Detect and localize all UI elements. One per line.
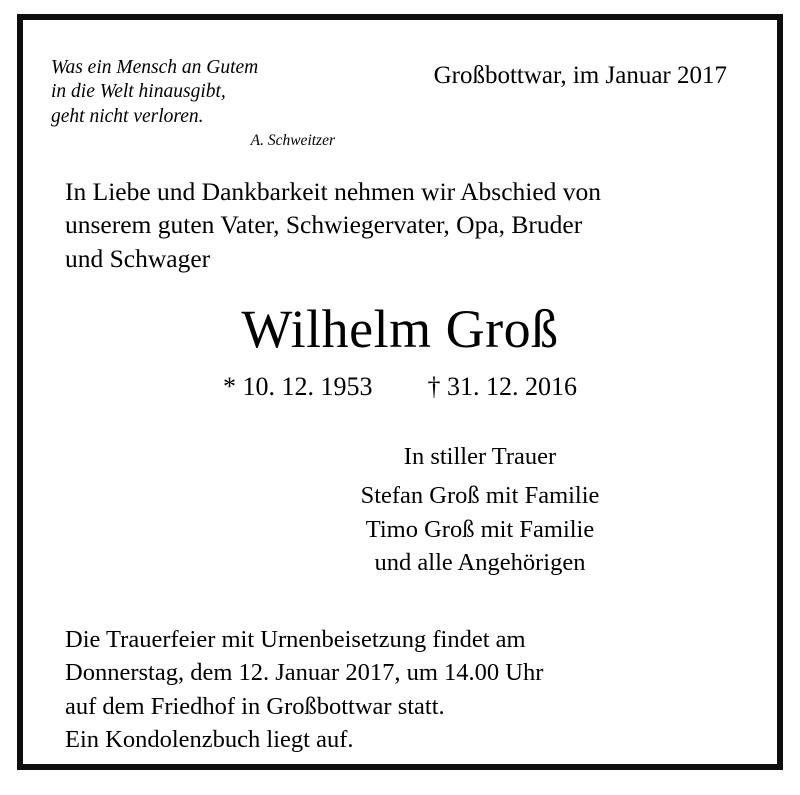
motto-line-2: in die Welt hinausgibt, — [51, 81, 226, 103]
death-date: † 31. 12. 2016 — [427, 372, 577, 402]
mourner-2: Timo Groß mit Familie — [365, 515, 595, 543]
intro-line-1: In Liebe und Dankbarkeit nehmen wir Abschied von — [65, 176, 602, 206]
mourners-block — [51, 440, 749, 579]
motto-author: A. Schweitzer — [250, 132, 335, 150]
ceremony-line-3: auf dem Friedhof in Großbottwar statt. — [65, 692, 445, 720]
ceremony-details — [51, 623, 749, 755]
intro-text — [51, 175, 749, 276]
intro-line-3: und Schwager — [65, 243, 211, 273]
ceremony-line-2: Donnerstag, dem 12. Januar 2017, um 14.00 Uhr — [65, 659, 544, 687]
mourner-3: und alle Angehörigen — [374, 549, 586, 577]
life-dates — [51, 372, 749, 402]
motto-line-3: geht nicht verloren. — [51, 105, 204, 127]
place-and-date: Großbottwar, im Januar 2017 — [433, 62, 727, 89]
motto-line-1: Was ein Mensch an Gutem — [51, 57, 259, 78]
header-row — [51, 40, 749, 151]
obituary-content — [23, 20, 777, 764]
motto-block — [51, 40, 351, 151]
obituary-card — [17, 14, 783, 770]
ceremony-line-1: Die Trauerfeier mit Urnenbeisetzung findet am — [65, 626, 526, 654]
ceremony-line-4: Ein Kondolenzbuch liegt auf. — [65, 725, 354, 753]
deceased-name: Wilhelm Groß — [241, 299, 559, 360]
mourning-lead: In stiller Trauer — [403, 443, 557, 471]
birth-date: * 10. 12. 1953 — [223, 372, 373, 402]
mourner-1: Stefan Groß mit Familie — [360, 482, 600, 510]
intro-line-2: unserem guten Vater, Schwiegervater, Opa, Bruder — [65, 210, 583, 240]
